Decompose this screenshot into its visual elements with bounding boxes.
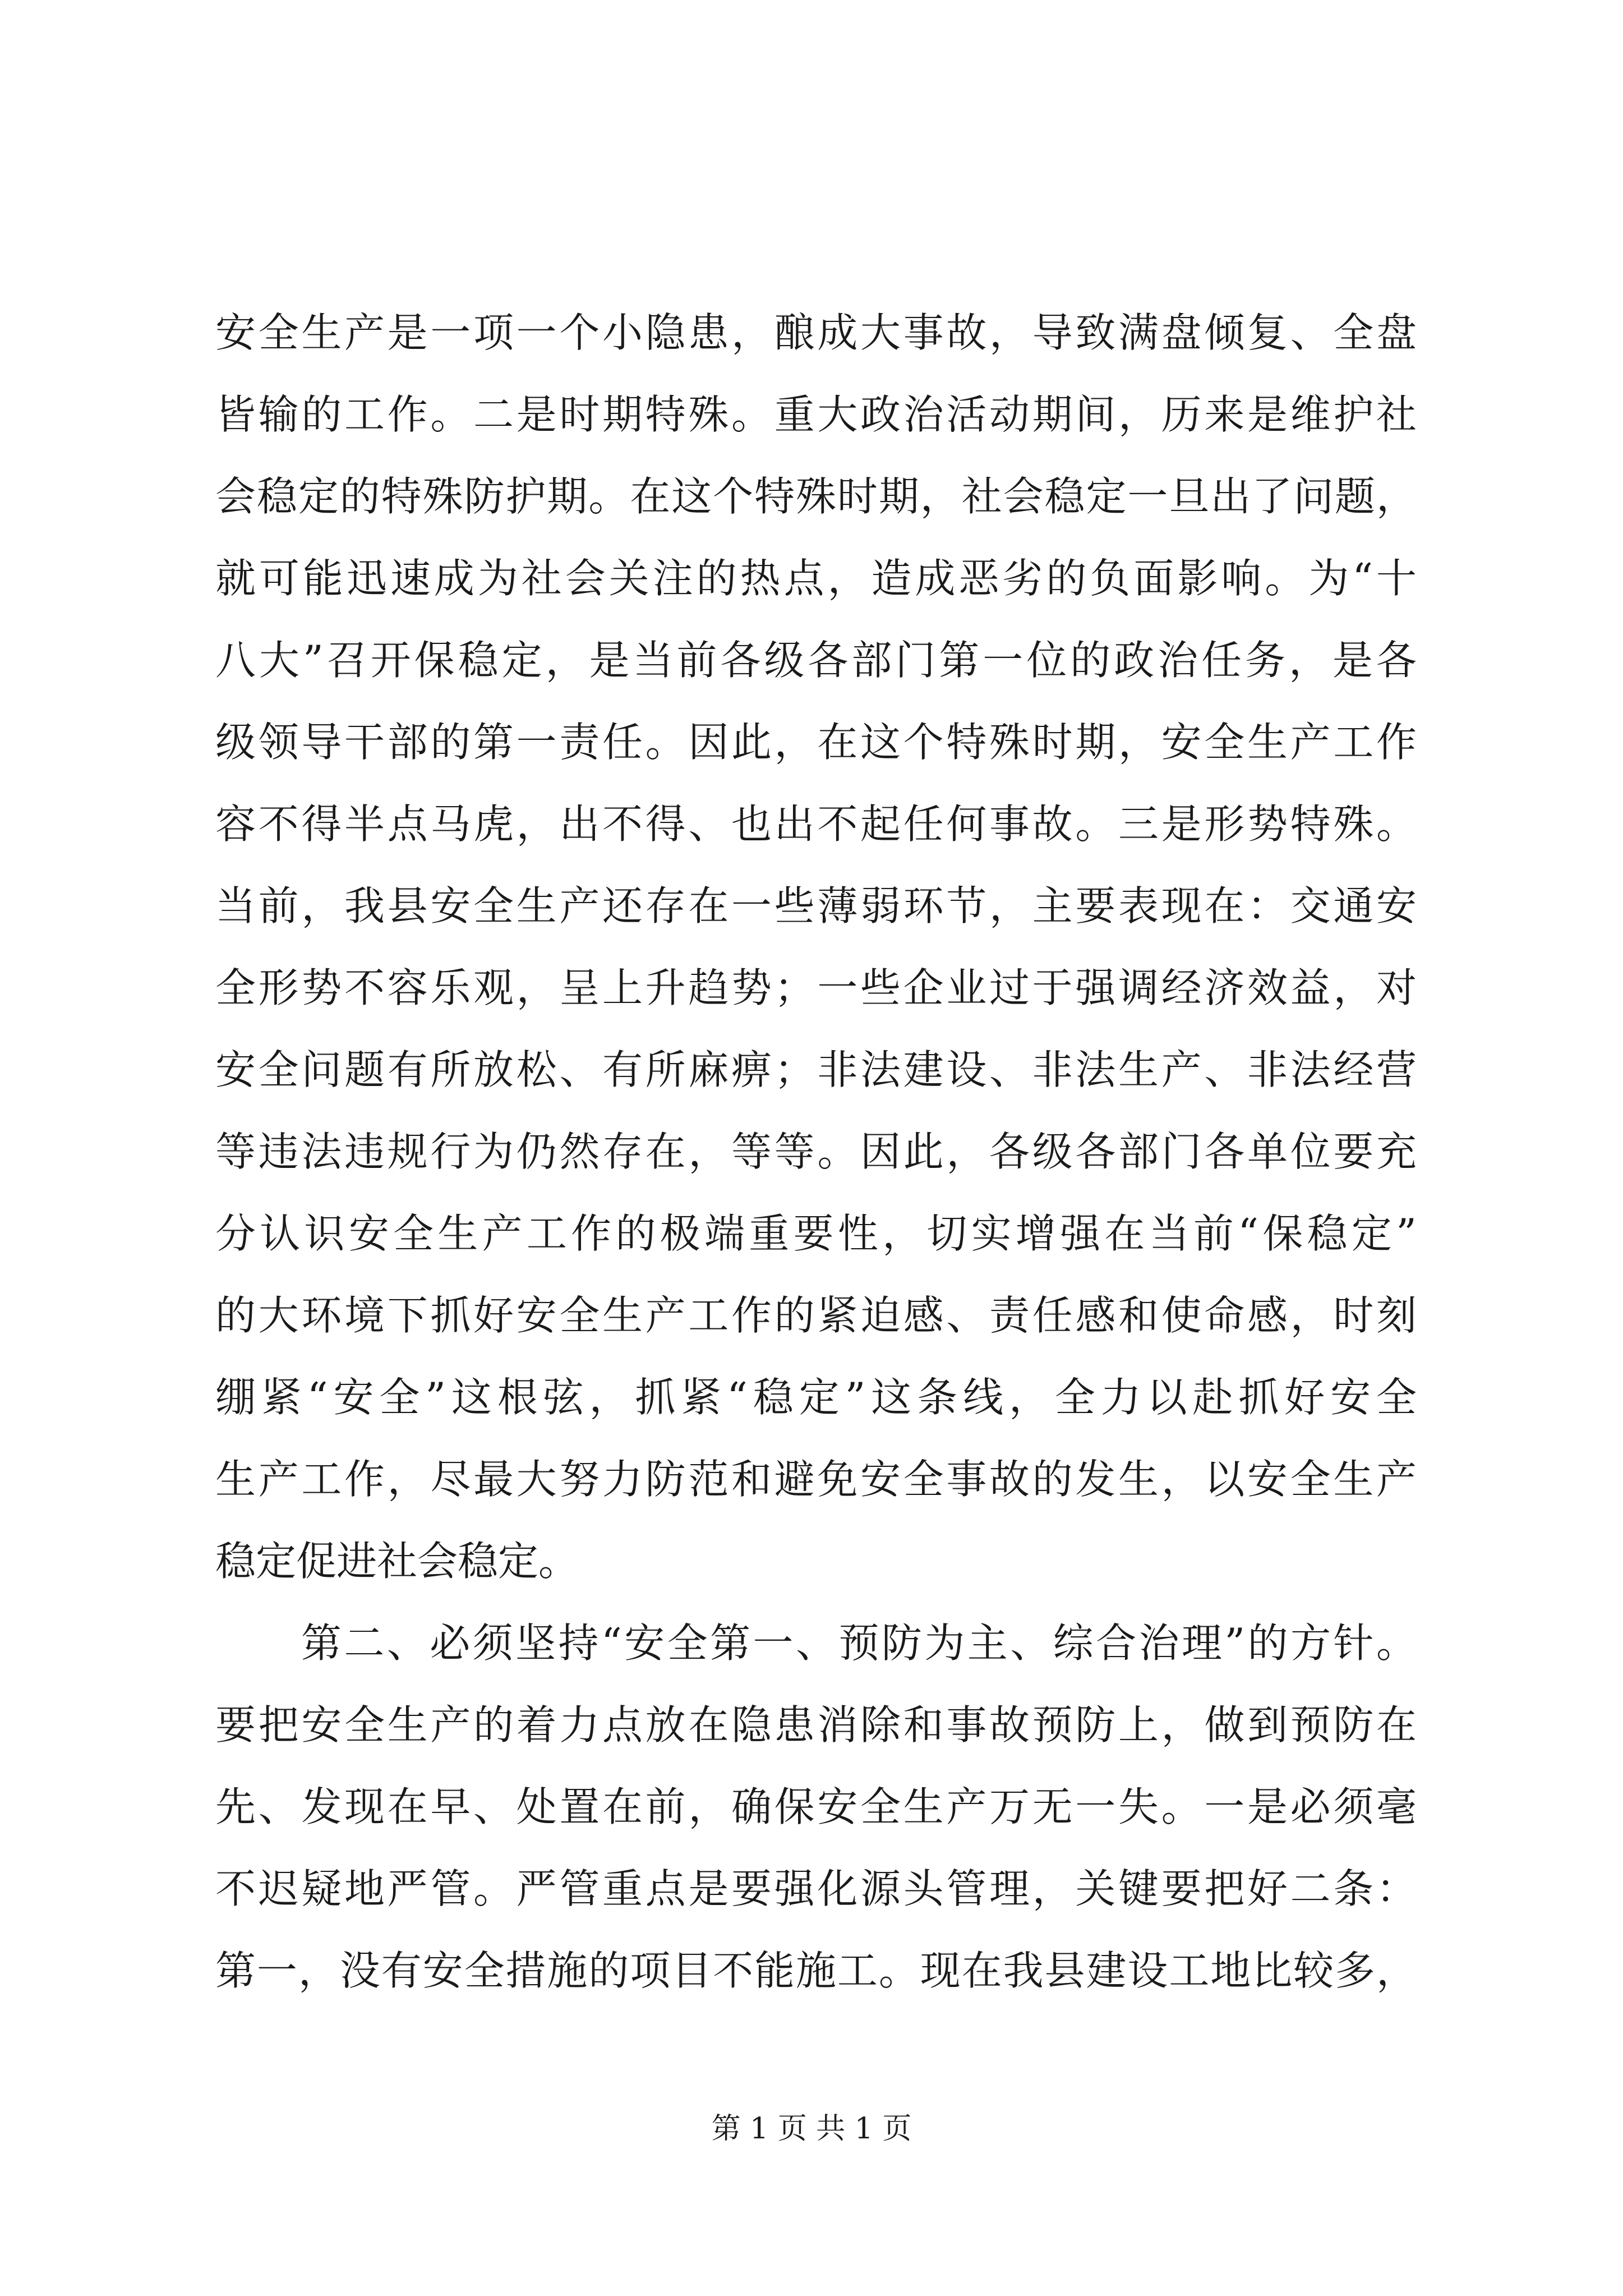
text-line-paragraph-start: 第二、必须坚持“安全第一、预防为主、综合治理”的方针。	[215, 1619, 1417, 1667]
text-line: 分认识安全生产工作的极端重要性，切实增强在当前“保稳定”	[215, 1210, 1417, 1257]
text-line: 生产工作，尽最大努力防范和避免安全事故的发生，以安全生产	[215, 1456, 1417, 1503]
text-line: 容不得半点马虎，出不得、也出不起任何事故。三是形势特殊。	[215, 800, 1417, 848]
page-footer: 第 1 页 共 1 页	[711, 2112, 912, 2146]
text-line: 八大”召开保稳定，是当前各级各部门第一位的政治任务，是各	[215, 637, 1417, 684]
body-text	[215, 292, 1417, 2012]
text-line: 不迟疑地严管。严管重点是要强化源头管理，关键要把好二条：	[215, 1865, 1417, 1912]
text-line-paragraph-end: 稳定促进社会稳定。	[215, 1538, 579, 1585]
text-line: 等违法违规行为仍然存在，等等。因此，各级各部门各单位要充	[215, 1128, 1417, 1175]
text-line: 会稳定的特殊防护期。在这个特殊时期，社会稳定一旦出了问题，	[215, 473, 1417, 520]
text-line: 全形势不容乐观，呈上升趋势；一些企业过于强调经济效益，对	[215, 964, 1417, 1011]
text-line: 安全问题有所放松、有所麻痹；非法建设、非法生产、非法经营	[215, 1046, 1417, 1093]
text-line: 要把安全生产的着力点放在隐患消除和事故预防上，做到预防在	[215, 1701, 1417, 1749]
text-line: 级领导干部的第一责任。因此，在这个特殊时期，安全生产工作	[215, 719, 1417, 766]
text-line: 皆输的工作。二是时期特殊。重大政治活动期间，历来是维护社	[215, 391, 1417, 438]
text-line: 的大环境下抓好安全生产工作的紧迫感、责任感和使命感，时刻	[215, 1292, 1417, 1339]
text-line: 当前，我县安全生产还存在一些薄弱环节，主要表现在：交通安	[215, 882, 1417, 930]
text-line: 绷紧“安全”这根弦，抓紧“稳定”这条线，全力以赴抓好安全	[215, 1374, 1417, 1421]
text-line: 就可能迅速成为社会关注的热点，造成恶劣的负面影响。为“十	[215, 555, 1417, 602]
text-line: 第一，没有安全措施的项目不能施工。现在我县建设工地比较多，	[215, 1947, 1417, 1994]
text-line: 先、发现在早、处置在前，确保安全生产万无一失。一是必须毫	[215, 1783, 1417, 1830]
text-line: 安全生产是一项一个小隐患，酿成大事故，导致满盘倾复、全盘	[215, 309, 1417, 356]
